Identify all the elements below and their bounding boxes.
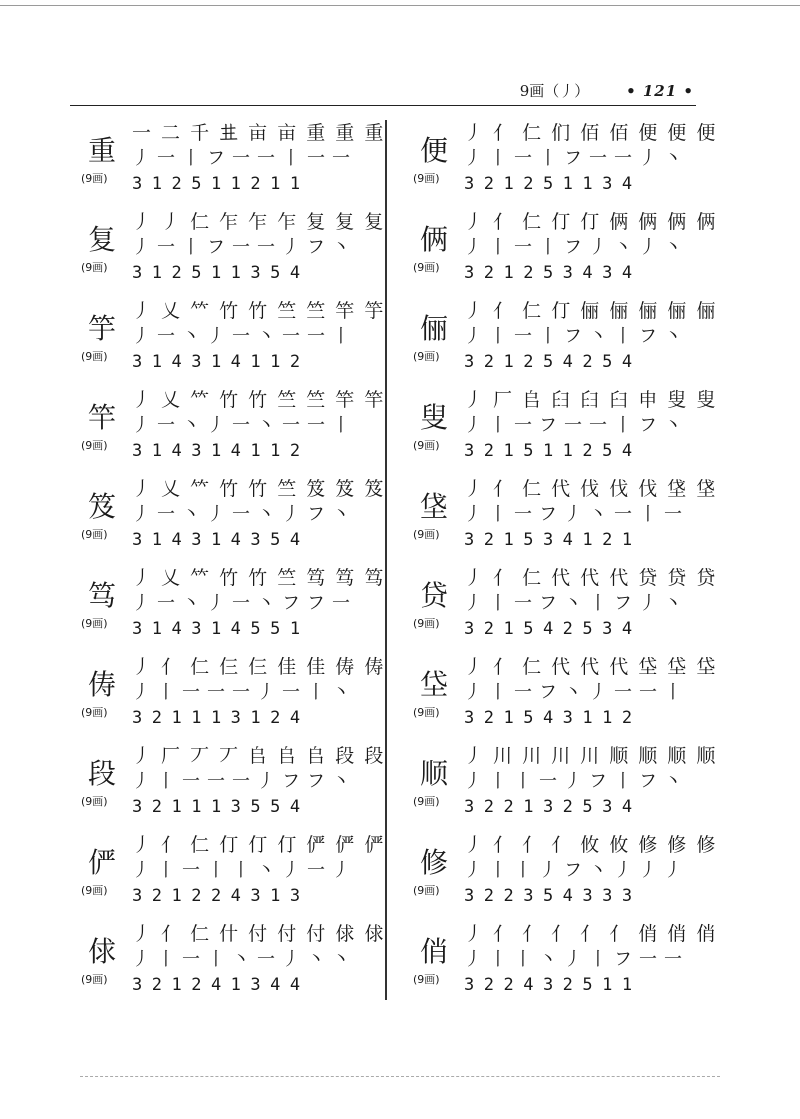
character-glyph: 修: [420, 846, 449, 879]
stroke-progression: 丿 丿 仁 乍 乍 乍 复 复 复: [132, 211, 386, 233]
stroke-progression: 丿 亻 仁 代 伐 伐 伐 垡 垡: [464, 478, 718, 500]
stroke-count-label: (9画): [81, 795, 108, 808]
stroke-codes: 312511354: [132, 263, 310, 283]
stroke-count-label: (9画): [413, 439, 440, 452]
stroke-progression: 丿 乂 𥫗 竹 竹 竺 笈 笈 笈: [132, 478, 386, 500]
character-entry: [410, 298, 718, 387]
stroke-count-label: (9画): [81, 528, 108, 541]
stroke-progression: 丿 厂 丆 丆 𠂤 𠂤 𠂤 段 段: [132, 745, 386, 767]
stroke-count-label: (9画): [81, 439, 108, 452]
character-entry: [78, 120, 386, 209]
character-glyph: 垈: [420, 668, 449, 701]
stroke-progression: 丿 亻 仁 仃 俪 俪 俪 俪 俪: [464, 300, 718, 322]
stroke-progression: 丿 亻 亻 亻 亻 亻 俏 俏 俏: [464, 923, 718, 945]
character-entry: [78, 209, 386, 298]
stroke-sequence: 丿丨一丨フ丶丨フ丶: [464, 326, 689, 347]
stroke-count-label: (9画): [81, 172, 108, 185]
character-entry: [410, 565, 718, 654]
stroke-count-label: (9画): [413, 528, 440, 541]
stroke-sequence: 丿丨丨一丿フ丨フ丶: [464, 771, 689, 792]
column-divider: [385, 120, 387, 1000]
character-glyph: 复: [88, 223, 117, 256]
stroke-count-label: (9画): [81, 706, 108, 719]
stroke-progression: 丿 亻 仁 代 代 代 贷 贷 贷: [464, 567, 718, 589]
stroke-progression: 丿 乂 𥫗 竹 竹 竺 笃 笃 笃: [132, 567, 386, 589]
stroke-count-label: (9画): [413, 884, 440, 897]
top-rule: [0, 5, 800, 6]
stroke-count-label: (9画): [81, 261, 108, 274]
page-header: [520, 80, 694, 101]
stroke-codes: 321251134: [464, 174, 642, 194]
character-entry: [410, 654, 718, 743]
character-entry: [410, 476, 718, 565]
stroke-count-label: (9画): [413, 261, 440, 274]
stroke-sequence: 丿丨一フ丿丶一丨一: [464, 504, 689, 525]
stroke-codes: 321113554: [132, 797, 310, 817]
stroke-codes: 314314551: [132, 619, 310, 639]
stroke-codes: 321254254: [464, 352, 642, 372]
stroke-sequence: 丿丨一フ丶丨フ丿丶: [464, 593, 689, 614]
bottom-rule: [80, 1076, 720, 1077]
stroke-count-label: (9画): [413, 172, 440, 185]
stroke-codes: 321542534: [464, 619, 642, 639]
character-entry: [78, 832, 386, 921]
character-glyph: 段: [88, 757, 117, 790]
stroke-progression: 丿 乂 𥫗 竹 竹 竺 竺 竿 竿: [132, 389, 386, 411]
stroke-sequence: 丿丨一一一丿一丨丶: [132, 682, 357, 703]
stroke-codes: 322354333: [464, 886, 642, 906]
stroke-sequence: 丿丨丨丿フ丶丿丿丿: [464, 860, 689, 881]
stroke-progression: 丿 川 川 川 川 顺 顺 顺 顺: [464, 745, 718, 767]
character-entry: [410, 209, 718, 298]
stroke-sequence: 丿一丶丿一丶丿フ丶: [132, 504, 357, 525]
header-rule: [70, 105, 696, 106]
character-glyph: 垡: [420, 490, 449, 523]
character-glyph: 便: [420, 134, 449, 167]
stroke-sequence: 丿一丶丿一丶一一丨: [132, 415, 357, 436]
stroke-sequence: 丿丨一フ丶丿一一丨: [464, 682, 689, 703]
character-glyph: 竿: [88, 401, 117, 434]
stroke-codes: 322432511: [464, 975, 642, 995]
stroke-sequence: 丿一丨フ一一丨一一: [132, 148, 357, 169]
stroke-count-label: (9画): [413, 350, 440, 363]
stroke-count-label: (9画): [81, 350, 108, 363]
character-glyph: 重: [88, 134, 117, 167]
stroke-count-label: (9画): [81, 617, 108, 630]
character-glyph: 顺: [420, 757, 449, 790]
stroke-codes: 314314354: [132, 530, 310, 550]
character-entry: [78, 298, 386, 387]
stroke-codes: 321534121: [464, 530, 642, 550]
stroke-sequence: 丿丨一丨フ丿丶丿丶: [464, 237, 689, 258]
stroke-codes: 322132534: [464, 797, 642, 817]
stroke-sequence: 丿一丶丿一丶フフ一: [132, 593, 357, 614]
character-entry: [78, 654, 386, 743]
character-entry: [410, 921, 718, 1010]
stroke-progression: 丿 厂 𠂤 𦥑 𦥑 臼 申 叟 叟: [464, 389, 718, 411]
character-entry: [78, 476, 386, 565]
stroke-count-label: (9画): [413, 617, 440, 630]
stroke-sequence: 丿丨一丨丶一丿丶丶: [132, 949, 357, 970]
character-glyph: 笃: [88, 579, 117, 612]
stroke-count-label: (9画): [81, 973, 108, 986]
stroke-progression: 丿 亻 仁 什 付 付 付 俅 俅: [132, 923, 386, 945]
right-column: [410, 120, 718, 1010]
stroke-codes: 314314112: [132, 352, 310, 372]
character-glyph: 俪: [420, 312, 449, 345]
stroke-sequence: 丿丨一丨フ一一丿丶: [464, 148, 689, 169]
stroke-codes: 321511254: [464, 441, 642, 461]
character-glyph: 竽: [88, 312, 117, 345]
stroke-sequence: 丿一丶丿一丶一一丨: [132, 326, 357, 347]
character-glyph: 俨: [88, 846, 117, 879]
character-entry: [78, 921, 386, 1010]
stroke-codes: 321224313: [132, 886, 310, 906]
character-entry: [78, 565, 386, 654]
character-entry: [78, 743, 386, 832]
stroke-count-label: (9画): [81, 884, 108, 897]
stroke-progression: 丿 亻 仁 仃 仃 仃 俨 俨 俨: [132, 834, 386, 856]
character-glyph: 贷: [420, 579, 449, 612]
character-entry: [410, 387, 718, 476]
character-glyph: 笈: [88, 490, 117, 523]
stroke-count-label: (9画): [413, 973, 440, 986]
stroke-sequence: 丿丨一一一丿フフ丶: [132, 771, 357, 792]
left-column: [78, 120, 386, 1010]
character-glyph: 俅: [88, 935, 117, 968]
stroke-codes: 312511211: [132, 174, 310, 194]
character-glyph: 俦: [88, 668, 117, 701]
stroke-count-label: (9画): [413, 795, 440, 808]
stroke-progression: 一 二 千 𠀎 亩 亩 重 重 重: [132, 122, 386, 144]
stroke-sequence: 丿丨一フ一一丨フ丶: [464, 415, 689, 436]
stroke-codes: 321253434: [464, 263, 642, 283]
stroke-progression: 丿 亻 仁 仨 仨 佳 佳 俦 俦: [132, 656, 386, 678]
stroke-codes: 314314112: [132, 441, 310, 461]
stroke-codes: 321113124: [132, 708, 310, 728]
stroke-codes: 321543112: [464, 708, 642, 728]
section-label: 9画（丿）: [519, 82, 590, 100]
stroke-sequence: 丿丨丨丶丿丨フ一一: [464, 949, 689, 970]
stroke-progression: 丿 乂 𥫗 竹 竹 竺 竺 竿 竽: [132, 300, 386, 322]
character-entry: [78, 387, 386, 476]
stroke-progression: 丿 亻 亻 亻 攸 攸 修 修 修: [464, 834, 718, 856]
character-glyph: 俩: [420, 223, 449, 256]
stroke-codes: 321241344: [132, 975, 310, 995]
stroke-progression: 丿 亻 仁 仃 仃 俩 俩 俩 俩: [464, 211, 718, 233]
page-number: • 121 •: [626, 82, 694, 100]
character-glyph: 叟: [420, 401, 449, 434]
stroke-sequence: 丿一丨フ一一丿フ丶: [132, 237, 357, 258]
stroke-progression: 丿 亻 仁 代 代 代 垈 垈 垈: [464, 656, 718, 678]
character-entry: [410, 832, 718, 921]
stroke-progression: 丿 亻 仁 们 佰 佰 便 便 便: [464, 122, 718, 144]
character-entry: [410, 743, 718, 832]
character-glyph: 俏: [420, 935, 449, 968]
stroke-sequence: 丿丨一丨丨丶丿一丿: [132, 860, 357, 881]
character-entry: [410, 120, 718, 209]
stroke-count-label: (9画): [413, 706, 440, 719]
